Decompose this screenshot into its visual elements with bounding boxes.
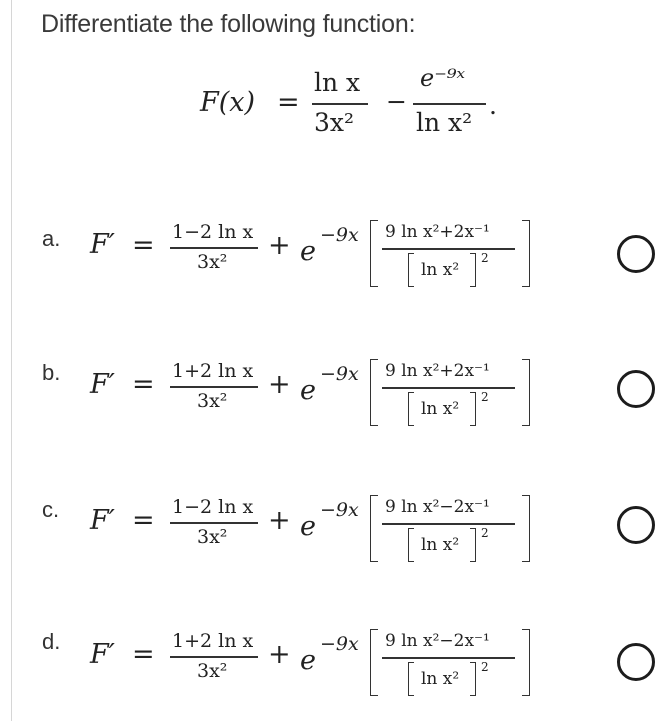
option-d[interactable] xyxy=(0,629,670,721)
exp-base: e xyxy=(300,375,316,406)
fraction-bar xyxy=(382,657,515,659)
denominator-power: 2 xyxy=(481,251,489,265)
fraction-denominator: 3x² xyxy=(197,660,228,682)
small-right-bracket xyxy=(470,662,476,696)
small-left-bracket xyxy=(408,528,414,562)
derivative-lhs: F′ xyxy=(90,229,115,260)
fraction-bar xyxy=(312,103,368,105)
fraction-bar xyxy=(170,386,258,388)
plus-sign: + xyxy=(268,230,291,261)
fraction-numerator: 1+2 ln x xyxy=(172,630,254,652)
derivative-lhs: F′ xyxy=(90,505,115,536)
radio-option-b[interactable] xyxy=(617,370,655,408)
bracket-numerator: 9 ln x²+2x⁻¹ xyxy=(385,222,490,242)
small-right-bracket xyxy=(470,392,476,426)
fraction-bar xyxy=(382,387,515,389)
fraction-bar xyxy=(170,247,258,249)
option-label: a. xyxy=(42,226,61,251)
fraction-bar xyxy=(413,103,486,105)
bracket-numerator: 9 ln x²+2x⁻¹ xyxy=(385,361,490,381)
equals-sign: = xyxy=(132,639,155,670)
bracket-numerator: 9 ln x²−2x⁻¹ xyxy=(385,497,490,517)
option-b[interactable] xyxy=(0,360,670,480)
term1-denominator: 3x² xyxy=(314,108,355,137)
question-prompt: Differentiate the following function: xyxy=(41,10,416,38)
bracket-denominator: ln x² xyxy=(421,399,460,419)
function-equation xyxy=(0,0,670,180)
function-lhs: F(x) xyxy=(200,87,256,118)
exp-power: −9x xyxy=(320,224,359,246)
period: . xyxy=(489,91,497,120)
left-bracket xyxy=(370,629,378,696)
equals-sign: = xyxy=(132,505,155,536)
small-right-bracket xyxy=(470,253,476,287)
small-left-bracket xyxy=(408,392,414,426)
equals-sign: = xyxy=(277,87,300,118)
plus-sign: + xyxy=(268,505,291,536)
denominator-power: 2 xyxy=(481,660,489,674)
bracket-denominator: ln x² xyxy=(421,535,460,555)
left-bracket xyxy=(370,359,378,426)
fraction-numerator: 1+2 ln x xyxy=(172,360,254,382)
option-c[interactable] xyxy=(0,497,670,617)
right-bracket xyxy=(522,629,530,696)
term1-numerator: ln x xyxy=(314,68,361,97)
term2-denominator: ln x² xyxy=(416,108,473,137)
small-left-bracket xyxy=(408,662,414,696)
fraction-bar xyxy=(170,522,258,524)
fraction-bar xyxy=(382,248,515,250)
fraction-numerator: 1−2 ln x xyxy=(172,221,254,243)
exp-power: −9x xyxy=(320,633,359,655)
small-left-bracket xyxy=(408,253,414,287)
fraction-bar xyxy=(170,656,258,658)
option-a[interactable] xyxy=(0,221,670,346)
minus-operator: − xyxy=(386,87,407,116)
equals-sign: = xyxy=(132,369,155,400)
radio-option-c[interactable] xyxy=(617,506,655,544)
derivative-lhs: F′ xyxy=(90,639,115,670)
bracket-denominator: ln x² xyxy=(421,260,460,280)
left-bracket xyxy=(370,495,378,562)
derivative-lhs: F′ xyxy=(90,369,115,400)
denominator-power: 2 xyxy=(481,526,489,540)
fraction-denominator: 3x² xyxy=(197,390,228,412)
fraction-denominator: 3x² xyxy=(197,251,228,273)
radio-option-d[interactable] xyxy=(617,643,655,681)
bracket-numerator: 9 ln x²−2x⁻¹ xyxy=(385,631,490,651)
exp-base: e xyxy=(300,645,316,676)
equals-sign: = xyxy=(132,230,155,261)
denominator-power: 2 xyxy=(481,390,489,404)
fraction-bar xyxy=(382,523,515,525)
exp-base: e xyxy=(300,511,316,542)
option-label: b. xyxy=(42,360,61,385)
right-bracket xyxy=(522,220,530,287)
right-bracket xyxy=(522,359,530,426)
radio-option-a[interactable] xyxy=(617,235,655,273)
exp-base: e xyxy=(300,236,316,267)
term2-numerator: e⁻⁹ˣ xyxy=(420,64,466,92)
bracket-denominator: ln x² xyxy=(421,669,460,689)
fraction-denominator: 3x² xyxy=(197,526,228,548)
left-bracket xyxy=(370,220,378,287)
fraction-numerator: 1−2 ln x xyxy=(172,496,254,518)
exp-power: −9x xyxy=(320,499,359,521)
small-right-bracket xyxy=(470,528,476,562)
exp-power: −9x xyxy=(320,363,359,385)
right-bracket xyxy=(522,495,530,562)
option-label: c. xyxy=(42,497,60,522)
plus-sign: + xyxy=(268,369,291,400)
plus-sign: + xyxy=(268,639,291,670)
option-label: d. xyxy=(42,629,61,654)
